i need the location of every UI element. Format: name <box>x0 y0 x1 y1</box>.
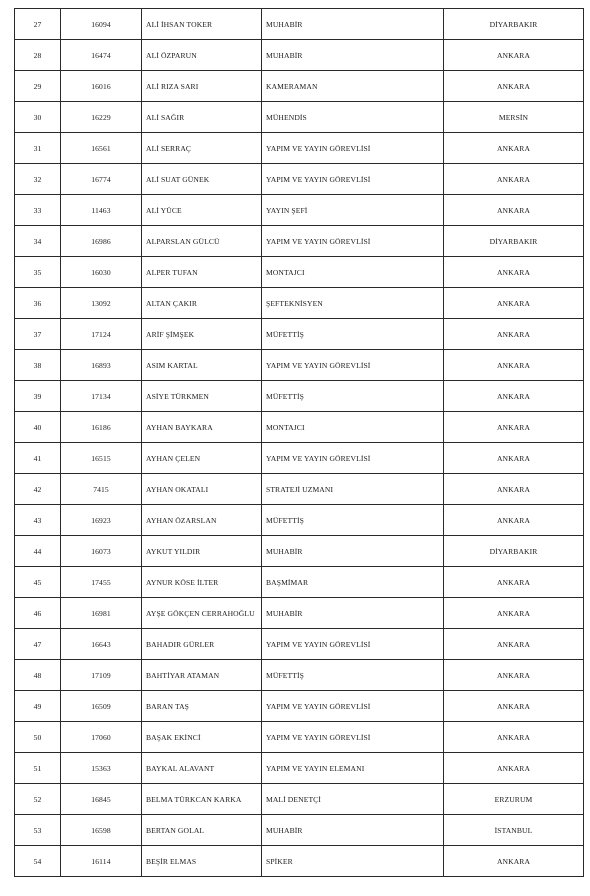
row-number-cell: 45 <box>15 567 61 598</box>
full-name-cell: ALİ YÜCE <box>142 195 262 226</box>
registry-number-cell: 16016 <box>61 71 142 102</box>
full-name-cell: BAŞAK EKİNCİ <box>142 722 262 753</box>
city-cell: DİYARBAKIR <box>444 9 584 40</box>
table-row <box>15 443 584 474</box>
city-cell: ANKARA <box>444 443 584 474</box>
job-title-cell: MONTAJCI <box>262 257 444 288</box>
row-number-cell: 40 <box>15 412 61 443</box>
full-name-cell: AYHAN ÇELEN <box>142 443 262 474</box>
job-title-cell: MUHABİR <box>262 536 444 567</box>
table-row <box>15 598 584 629</box>
job-title-cell: YAPIM VE YAYIN GÖREVLİSİ <box>262 226 444 257</box>
table-row <box>15 660 584 691</box>
registry-number-cell: 16186 <box>61 412 142 443</box>
full-name-cell: ALPER TUFAN <box>142 257 262 288</box>
table-row <box>15 40 584 71</box>
table-row <box>15 567 584 598</box>
table-row <box>15 195 584 226</box>
full-name-cell: BEŞİR ELMAS <box>142 846 262 877</box>
table-row <box>15 784 584 815</box>
row-number-cell: 54 <box>15 846 61 877</box>
full-name-cell: ALİ RIZA SARI <box>142 71 262 102</box>
full-name-cell: ALPARSLAN GÜLCÜ <box>142 226 262 257</box>
registry-number-cell: 7415 <box>61 474 142 505</box>
job-title-cell: MUHABİR <box>262 40 444 71</box>
registry-number-cell: 16893 <box>61 350 142 381</box>
full-name-cell: AYHAN BAYKARA <box>142 412 262 443</box>
table-row <box>15 505 584 536</box>
table-row <box>15 474 584 505</box>
city-cell: MERSİN <box>444 102 584 133</box>
row-number-cell: 42 <box>15 474 61 505</box>
registry-number-cell: 16229 <box>61 102 142 133</box>
full-name-cell: AYHAN ÖZARSLAN <box>142 505 262 536</box>
job-title-cell: MUHABİR <box>262 598 444 629</box>
row-number-cell: 39 <box>15 381 61 412</box>
job-title-cell: MUHABİR <box>262 815 444 846</box>
city-cell: ANKARA <box>444 381 584 412</box>
row-number-cell: 27 <box>15 9 61 40</box>
job-title-cell: YAPIM VE YAYIN GÖREVLİSİ <box>262 629 444 660</box>
job-title-cell: SPİKER <box>262 846 444 877</box>
full-name-cell: AYNUR KÖSE İLTER <box>142 567 262 598</box>
table-row <box>15 381 584 412</box>
personnel-table <box>14 8 584 877</box>
registry-number-cell: 17455 <box>61 567 142 598</box>
registry-number-cell: 16643 <box>61 629 142 660</box>
registry-number-cell: 17060 <box>61 722 142 753</box>
table-row <box>15 846 584 877</box>
table-row <box>15 226 584 257</box>
row-number-cell: 35 <box>15 257 61 288</box>
city-cell: ANKARA <box>444 567 584 598</box>
full-name-cell: BERTAN GOLAL <box>142 815 262 846</box>
full-name-cell: ASIM KARTAL <box>142 350 262 381</box>
job-title-cell: MONTAJCI <box>262 412 444 443</box>
job-title-cell: MÜFETTİŞ <box>262 319 444 350</box>
city-cell: ANKARA <box>444 164 584 195</box>
table-row <box>15 257 584 288</box>
job-title-cell: STRATEJİ UZMANI <box>262 474 444 505</box>
table-row <box>15 536 584 567</box>
city-cell: ANKARA <box>444 474 584 505</box>
registry-number-cell: 16474 <box>61 40 142 71</box>
registry-number-cell: 16094 <box>61 9 142 40</box>
row-number-cell: 30 <box>15 102 61 133</box>
table-row <box>15 164 584 195</box>
registry-number-cell: 16030 <box>61 257 142 288</box>
registry-number-cell: 13092 <box>61 288 142 319</box>
row-number-cell: 41 <box>15 443 61 474</box>
full-name-cell: ALTAN ÇAKIR <box>142 288 262 319</box>
city-cell: ANKARA <box>444 288 584 319</box>
row-number-cell: 50 <box>15 722 61 753</box>
job-title-cell: MÜFETTİŞ <box>262 505 444 536</box>
table-row <box>15 722 584 753</box>
table-row <box>15 350 584 381</box>
job-title-cell: YAPIM VE YAYIN GÖREVLİSİ <box>262 164 444 195</box>
job-title-cell: BAŞMİMAR <box>262 567 444 598</box>
registry-number-cell: 16845 <box>61 784 142 815</box>
job-title-cell: YAPIM VE YAYIN GÖREVLİSİ <box>262 443 444 474</box>
city-cell: DİYARBAKIR <box>444 226 584 257</box>
table-row <box>15 691 584 722</box>
job-title-cell: MALİ DENETÇİ <box>262 784 444 815</box>
registry-number-cell: 16073 <box>61 536 142 567</box>
city-cell: İSTANBUL <box>444 815 584 846</box>
city-cell: ANKARA <box>444 846 584 877</box>
registry-number-cell: 16986 <box>61 226 142 257</box>
job-title-cell: YAPIM VE YAYIN ELEMANI <box>262 753 444 784</box>
job-title-cell: MÜFETTİŞ <box>262 381 444 412</box>
row-number-cell: 52 <box>15 784 61 815</box>
city-cell: ANKARA <box>444 412 584 443</box>
city-cell: ANKARA <box>444 319 584 350</box>
city-cell: DİYARBAKIR <box>444 536 584 567</box>
city-cell: ANKARA <box>444 598 584 629</box>
registry-number-cell: 17124 <box>61 319 142 350</box>
full-name-cell: BARAN TAŞ <box>142 691 262 722</box>
table-row <box>15 133 584 164</box>
city-cell: ANKARA <box>444 629 584 660</box>
full-name-cell: ALİ SERRAÇ <box>142 133 262 164</box>
city-cell: ANKARA <box>444 133 584 164</box>
registry-number-cell: 11463 <box>61 195 142 226</box>
full-name-cell: BAHADIR GÜRLER <box>142 629 262 660</box>
row-number-cell: 53 <box>15 815 61 846</box>
city-cell: ANKARA <box>444 753 584 784</box>
table-row <box>15 9 584 40</box>
city-cell: ANKARA <box>444 722 584 753</box>
job-title-cell: ŞEFTEKNİSYEN <box>262 288 444 319</box>
registry-number-cell: 16598 <box>61 815 142 846</box>
job-title-cell: YAPIM VE YAYIN GÖREVLİSİ <box>262 691 444 722</box>
full-name-cell: AYŞE GÖKÇEN CERRAHOĞLU <box>142 598 262 629</box>
city-cell: ANKARA <box>444 40 584 71</box>
row-number-cell: 32 <box>15 164 61 195</box>
table-row <box>15 102 584 133</box>
city-cell: ANKARA <box>444 505 584 536</box>
row-number-cell: 37 <box>15 319 61 350</box>
job-title-cell: YAPIM VE YAYIN GÖREVLİSİ <box>262 722 444 753</box>
full-name-cell: AYHAN OKATALI <box>142 474 262 505</box>
city-cell: ANKARA <box>444 71 584 102</box>
row-number-cell: 48 <box>15 660 61 691</box>
city-cell: ANKARA <box>444 691 584 722</box>
full-name-cell: ALİ SAĞIR <box>142 102 262 133</box>
row-number-cell: 49 <box>15 691 61 722</box>
full-name-cell: BAYKAL ALAVANT <box>142 753 262 784</box>
table-row <box>15 753 584 784</box>
table-row <box>15 319 584 350</box>
job-title-cell: YAYIN ŞEFİ <box>262 195 444 226</box>
job-title-cell: YAPIM VE YAYIN GÖREVLİSİ <box>262 350 444 381</box>
full-name-cell: ALİ ÖZPARUN <box>142 40 262 71</box>
full-name-cell: ALİ SUAT GÜNEK <box>142 164 262 195</box>
personnel-table-body <box>15 9 584 877</box>
full-name-cell: ALİ İHSAN TOKER <box>142 9 262 40</box>
table-row <box>15 71 584 102</box>
job-title-cell: YAPIM VE YAYIN GÖREVLİSİ <box>262 133 444 164</box>
registry-number-cell: 16515 <box>61 443 142 474</box>
row-number-cell: 31 <box>15 133 61 164</box>
job-title-cell: KAMERAMAN <box>262 71 444 102</box>
row-number-cell: 28 <box>15 40 61 71</box>
registry-number-cell: 17134 <box>61 381 142 412</box>
row-number-cell: 51 <box>15 753 61 784</box>
full-name-cell: ASİYE TÜRKMEN <box>142 381 262 412</box>
full-name-cell: BAHTİYAR ATAMAN <box>142 660 262 691</box>
personnel-list-page <box>14 8 584 877</box>
row-number-cell: 47 <box>15 629 61 660</box>
row-number-cell: 46 <box>15 598 61 629</box>
registry-number-cell: 17109 <box>61 660 142 691</box>
city-cell: ANKARA <box>444 195 584 226</box>
full-name-cell: ARİF ŞİMŞEK <box>142 319 262 350</box>
table-row <box>15 629 584 660</box>
table-row <box>15 412 584 443</box>
registry-number-cell: 15363 <box>61 753 142 784</box>
row-number-cell: 29 <box>15 71 61 102</box>
job-title-cell: MÜFETTİŞ <box>262 660 444 691</box>
full-name-cell: BELMA TÜRKCAN KARKA <box>142 784 262 815</box>
table-row <box>15 815 584 846</box>
row-number-cell: 44 <box>15 536 61 567</box>
table-row <box>15 288 584 319</box>
job-title-cell: MUHABİR <box>262 9 444 40</box>
city-cell: ERZURUM <box>444 784 584 815</box>
row-number-cell: 38 <box>15 350 61 381</box>
city-cell: ANKARA <box>444 350 584 381</box>
registry-number-cell: 16114 <box>61 846 142 877</box>
row-number-cell: 36 <box>15 288 61 319</box>
city-cell: ANKARA <box>444 660 584 691</box>
row-number-cell: 34 <box>15 226 61 257</box>
registry-number-cell: 16561 <box>61 133 142 164</box>
row-number-cell: 33 <box>15 195 61 226</box>
registry-number-cell: 16774 <box>61 164 142 195</box>
registry-number-cell: 16923 <box>61 505 142 536</box>
job-title-cell: MÜHENDİS <box>262 102 444 133</box>
row-number-cell: 43 <box>15 505 61 536</box>
city-cell: ANKARA <box>444 257 584 288</box>
full-name-cell: AYKUT YILDIR <box>142 536 262 567</box>
registry-number-cell: 16981 <box>61 598 142 629</box>
registry-number-cell: 16509 <box>61 691 142 722</box>
